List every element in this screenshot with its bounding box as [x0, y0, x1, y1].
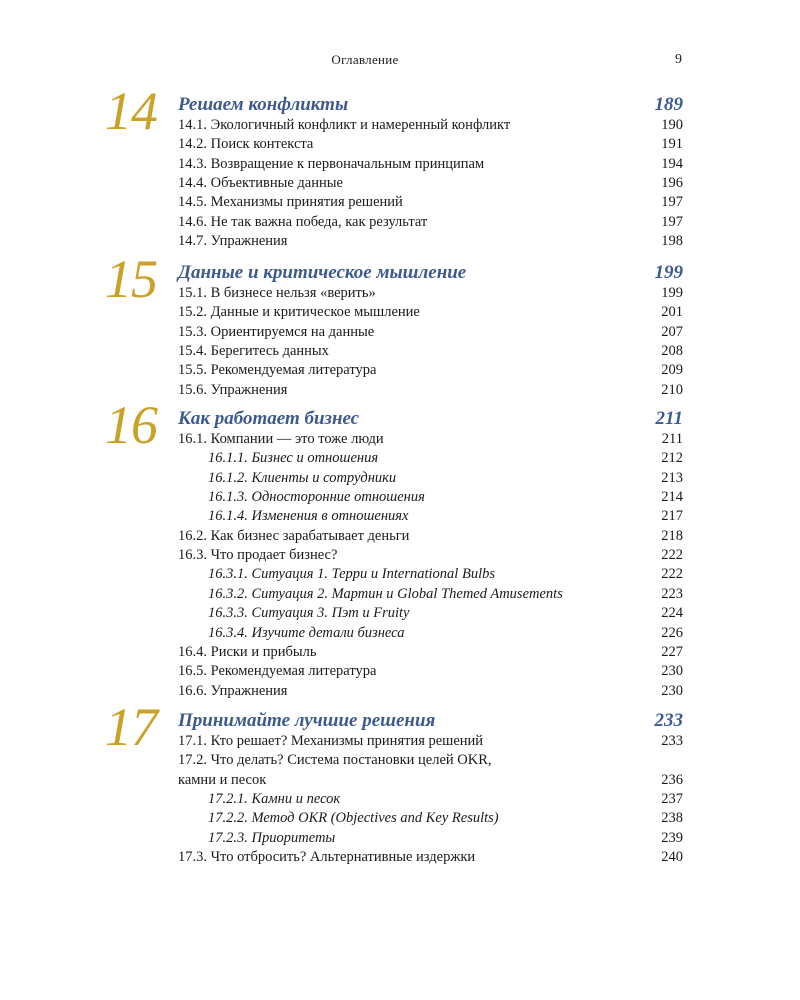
- toc-subentry[interactable]: [208, 469, 683, 488]
- entry-page: 233: [661, 733, 683, 749]
- entry-title: 16.3.1. Ситуация 1. Терри и International Bulbs: [208, 566, 495, 583]
- toc-entry[interactable]: [178, 232, 683, 251]
- entry-title: 16.3. Что продает бизнес?: [178, 547, 338, 564]
- entry-page: 222: [661, 566, 683, 583]
- entry-page: 240: [661, 849, 683, 866]
- entry-page: 238: [661, 810, 683, 827]
- entry-title: 16.1.4. Изменения в отношениях: [208, 508, 409, 525]
- entry-page: 211: [661, 431, 683, 447]
- entry-page: 224: [661, 605, 683, 622]
- toc-entry[interactable]: [178, 193, 683, 212]
- entry-page: 222: [661, 547, 683, 564]
- entry-page: 197: [661, 213, 683, 230]
- entry-title: 16.3.4. Изучите детали бизнеса: [208, 624, 405, 641]
- toc-subentry[interactable]: [208, 585, 683, 604]
- entry-page: 194: [661, 155, 683, 172]
- entry-title: 17.2.2. Метод OKR (Objectives and Key Results): [208, 810, 499, 827]
- entry-page: 198: [661, 233, 683, 250]
- toc-entry[interactable]: [178, 527, 683, 546]
- entry-title: 16.4. Риски и прибыль: [178, 643, 317, 660]
- entry-title: 16.1. Компании — это тоже люди: [178, 431, 384, 447]
- toc-entry[interactable]: [178, 381, 683, 400]
- toc-entry[interactable]: [178, 662, 683, 681]
- toc-subentry[interactable]: [208, 624, 683, 643]
- chapter-number: 17: [105, 697, 157, 757]
- toc-subentry[interactable]: [208, 449, 683, 468]
- chapter-heading[interactable]: [178, 262, 683, 284]
- entry-page: 218: [661, 527, 683, 544]
- entry-title: 14.7. Упражнения: [178, 233, 288, 250]
- entry-title: 14.4. Объективные данные: [178, 175, 343, 192]
- page-number: 9: [675, 52, 682, 67]
- entry-page: 239: [661, 829, 683, 846]
- entry-title: камни и песок: [178, 771, 267, 788]
- entry-title: 14.3. Возвращение к первоначальным принципам: [178, 155, 485, 172]
- entry-title: 16.6. Упражнения: [178, 682, 288, 699]
- entry-page: 201: [661, 304, 683, 321]
- toc-subentry[interactable]: [208, 829, 683, 848]
- toc-entry[interactable]: [178, 643, 683, 662]
- chapter-heading[interactable]: [178, 710, 683, 732]
- toc-entry[interactable]: [178, 751, 683, 770]
- toc-entry[interactable]: [178, 174, 683, 193]
- entry-page: 237: [661, 791, 683, 808]
- chapter-page: 233: [654, 710, 683, 731]
- entry-title: 16.1.1. Бизнес и отношения: [208, 450, 379, 467]
- chapter-page: 199: [654, 262, 683, 283]
- chapter-page: 211: [655, 408, 683, 429]
- entry-title: 16.1.2. Клиенты и сотрудники: [208, 469, 397, 486]
- toc-entry[interactable]: [178, 323, 683, 342]
- entry-page: 191: [661, 136, 683, 153]
- toc-entry[interactable]: [178, 116, 683, 135]
- chapter-number: 15: [105, 249, 157, 309]
- entry-title: 16.3.2. Ситуация 2. Мартин и Global Themed Amusements: [208, 585, 563, 602]
- chapter-heading[interactable]: [178, 408, 683, 430]
- entry-title: 16.2. Как бизнес зарабатывает деньги: [178, 527, 410, 544]
- toc-entry[interactable]: [178, 135, 683, 154]
- entry-page: 207: [661, 323, 683, 340]
- entry-page: 209: [661, 362, 683, 379]
- entry-page: 226: [661, 624, 683, 641]
- toc-entry[interactable]: [178, 303, 683, 322]
- entry-title: 17.2. Что делать? Система постановки целей OKR,: [178, 752, 492, 769]
- running-head-title: Оглавление: [331, 52, 399, 67]
- entry-page: 230: [661, 663, 683, 680]
- toc-subentry[interactable]: [208, 604, 683, 623]
- entry-page: 210: [661, 381, 683, 398]
- toc-subentry[interactable]: [208, 488, 683, 507]
- toc-entry[interactable]: [178, 361, 683, 380]
- entry-page: 236: [661, 771, 683, 788]
- toc-entry[interactable]: [178, 213, 683, 232]
- entry-page: 212: [661, 450, 683, 467]
- entry-page: 213: [661, 469, 683, 486]
- toc-entry[interactable]: [178, 771, 683, 790]
- toc-entry[interactable]: [178, 155, 683, 174]
- entry-title: 17.3. Что отбросить? Альтернативные издержки: [178, 849, 476, 866]
- chapter-page: 189: [654, 94, 683, 115]
- entry-title: 17.2.3. Приоритеты: [208, 829, 336, 846]
- entry-title: 15.6. Упражнения: [178, 381, 288, 398]
- chapter-title: Принимайте лучшие решения: [178, 710, 436, 731]
- entry-title: 16.5. Рекомендуемая литература: [178, 663, 377, 680]
- chapter-number: 16: [105, 395, 157, 455]
- entry-page: 230: [661, 682, 683, 699]
- entry-title: 17.2.1. Камни и песок: [208, 791, 341, 808]
- entry-page: 196: [661, 175, 683, 192]
- entry-page: 197: [661, 194, 683, 211]
- entry-page: 208: [661, 343, 683, 360]
- entry-page: 190: [661, 117, 683, 133]
- entry-title: 15.3. Ориентируемся на данные: [178, 323, 375, 340]
- toc-entry[interactable]: [178, 848, 683, 867]
- toc-entry[interactable]: [178, 546, 683, 565]
- toc-entry[interactable]: [178, 284, 683, 303]
- chapter-heading[interactable]: [178, 94, 683, 116]
- entry-title: 14.1. Экологичный конфликт и намеренный конфликт: [178, 117, 511, 133]
- toc-entry[interactable]: [178, 732, 683, 751]
- entry-page: 227: [661, 643, 683, 660]
- entry-page: 199: [661, 285, 683, 301]
- entry-page: 223: [661, 585, 683, 602]
- toc-entry[interactable]: [178, 342, 683, 361]
- entry-title: 15.4. Берегитесь данных: [178, 343, 329, 360]
- entry-page: 214: [661, 489, 683, 506]
- chapter-number: 14: [105, 81, 157, 141]
- chapter-title: Данные и критическое мышление: [178, 262, 467, 283]
- entry-title: 14.6. Не так важна победа, как результат: [178, 213, 428, 230]
- toc-subentry[interactable]: [208, 809, 683, 828]
- entry-page: 217: [661, 508, 683, 525]
- entry-title: 15.2. Данные и критическое мышление: [178, 304, 420, 321]
- entry-title: 17.1. Кто решает? Механизмы принятия решений: [178, 733, 484, 749]
- chapter-title: Как работает бизнес: [178, 408, 360, 429]
- entry-title: 15.5. Рекомендуемая литература: [178, 362, 377, 379]
- toc-subentry[interactable]: [208, 507, 683, 526]
- entry-title: 16.3.3. Ситуация 3. Пэт и Fruity: [208, 605, 410, 622]
- entry-title: 14.2. Поиск контекста: [178, 136, 314, 153]
- entry-title: 14.5. Механизмы принятия решений: [178, 194, 403, 211]
- toc-subentry[interactable]: [208, 565, 683, 584]
- toc-entry[interactable]: [178, 682, 683, 701]
- running-head: [0, 52, 800, 70]
- entry-title: 16.1.3. Односторонние отношения: [208, 489, 425, 506]
- chapter-title: Решаем конфликты: [178, 94, 349, 115]
- toc-entry[interactable]: [178, 430, 683, 449]
- entry-title: 15.1. В бизнесе нельзя «верить»: [178, 285, 376, 301]
- toc-subentry[interactable]: [208, 790, 683, 809]
